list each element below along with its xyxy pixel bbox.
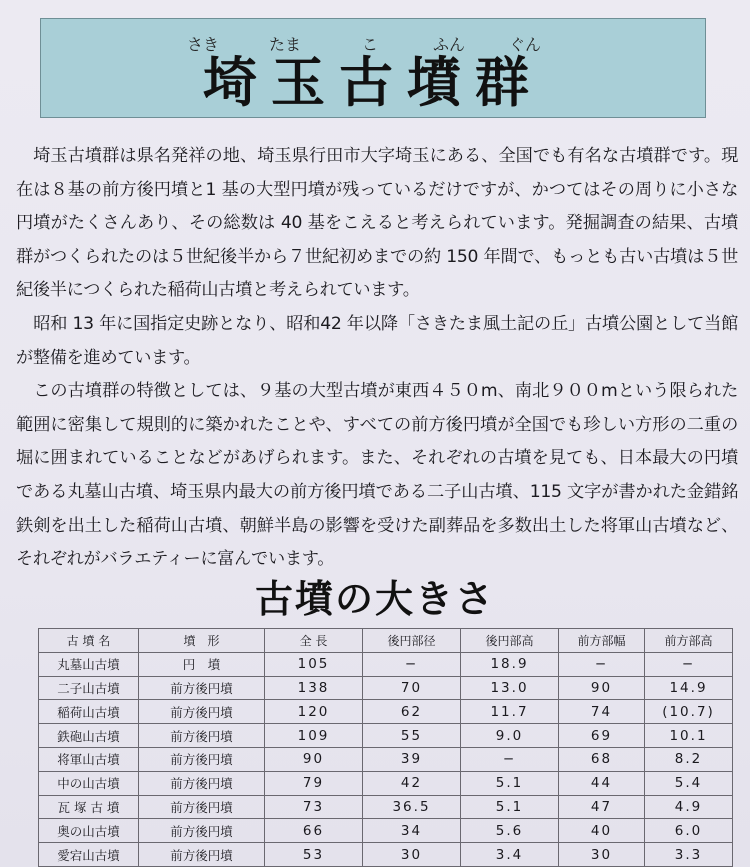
table-row: [39, 676, 733, 700]
table-cell: 69: [559, 724, 645, 748]
table-cell: 稲荷山古墳: [39, 700, 139, 724]
table-row: [39, 819, 733, 843]
table-cell: 6.0: [645, 819, 733, 843]
table-cell: 5.6: [461, 819, 559, 843]
paragraph-1: 埼玉古墳群は県名発祥の地、埼玉県行田市大字埼玉にある、全国でも有名な古墳群です。現在は８基の前方後円墳と1 基の大型円墳が残っているだけですが、かつてはその周りに小さな円墳がたくさんあり、その総数は 40 基をこえると考えられています。発掘調査の結果、古墳群がつくられたのは５世紀後半から７世紀初めまでの約 150 年間で、もっとも古い古墳は５世紀後半につくられた稲荷山古墳と考えられています。: [16, 146, 738, 301]
header-length: 全 長: [265, 629, 363, 653]
table-cell: 前方後円墳: [139, 843, 265, 867]
table-cell: 8.2: [645, 747, 733, 771]
table-cell: 丸墓山古墳: [39, 652, 139, 676]
table-cell: 将軍山古墳: [39, 747, 139, 771]
table-cell: 62: [363, 700, 461, 724]
table-cell: 30: [363, 843, 461, 867]
table-cell: 14.9: [645, 676, 733, 700]
table-cell: −: [559, 652, 645, 676]
table-row: [39, 724, 733, 748]
table-cell: 5.4: [645, 771, 733, 795]
table-cell: 44: [559, 771, 645, 795]
description-text: [16, 140, 738, 577]
table-cell: 36.5: [363, 795, 461, 819]
table-row: [39, 771, 733, 795]
table-cell: 90: [559, 676, 645, 700]
table-row: [39, 843, 733, 867]
table-row: [39, 652, 733, 676]
table-cell: 瓦 塚 古 墳: [39, 795, 139, 819]
table-cell: 10.1: [645, 724, 733, 748]
table-cell: −: [461, 747, 559, 771]
table-cell: 105: [265, 652, 363, 676]
table-cell: 55: [363, 724, 461, 748]
table-cell: 前方後円墳: [139, 724, 265, 748]
table-cell: 42: [363, 771, 461, 795]
header-front-width: 前方部幅: [559, 629, 645, 653]
table-title: 古墳の大きさ: [254, 577, 495, 621]
ruby-tama: たま: [269, 35, 302, 54]
table-cell: 中の山古墳: [39, 771, 139, 795]
table-cell: 奥の山古墳: [39, 819, 139, 843]
table-cell: 5.1: [461, 771, 559, 795]
header-round-diameter: 後円部径: [363, 629, 461, 653]
ruby-ko: こ: [362, 35, 379, 54]
table-cell: 47: [559, 795, 645, 819]
header-name: 古 墳 名: [39, 629, 139, 653]
ruby-gun: ぐん: [509, 35, 542, 54]
table-cell: 9.0: [461, 724, 559, 748]
table-cell: 二子山古墳: [39, 676, 139, 700]
table-cell: 13.0: [461, 676, 559, 700]
table-cell: 3.4: [461, 843, 559, 867]
table-cell: 11.7: [461, 700, 559, 724]
table-row: [39, 747, 733, 771]
table-cell: 66: [265, 819, 363, 843]
ruby-saki: さき: [187, 35, 220, 54]
table-cell: 90: [265, 747, 363, 771]
table-cell: 53: [265, 843, 363, 867]
table-cell: −: [645, 652, 733, 676]
table-cell: 18.9: [461, 652, 559, 676]
table-cell: 79: [265, 771, 363, 795]
paragraph-3: この古墳群の特徴としては、９基の大型古墳が東西４５０m、南北９００mという限られた範囲に密集して規則的に築かれたことや、すべての前方後円墳が全国でも珍しい方形の二重の堀に囲まれていることなどがあげられます。また、それぞれの古墳を見ても、日本最大の円墳である丸墓山古墳、埼玉県内最大の前方後円墳である二子山古墳、115 文字が書かれた金錯銘鉄剣を出土した稲荷山古墳、朝鮮半島の影響を受けた副葬品を多数出土した将軍山古墳など、それぞれがバラエティーに富んでいます。: [16, 381, 738, 570]
table-cell: 34: [363, 819, 461, 843]
table-cell: 120: [265, 700, 363, 724]
table-cell: 40: [559, 819, 645, 843]
table-cell: 前方後円墳: [139, 771, 265, 795]
page-title: 埼玉古墳群: [203, 50, 543, 114]
table-cell: 70: [363, 676, 461, 700]
table-cell: 4.9: [645, 795, 733, 819]
table-header-row: [39, 629, 733, 653]
table-cell: 68: [559, 747, 645, 771]
table-cell: 円 墳: [139, 652, 265, 676]
table-cell: 138: [265, 676, 363, 700]
table-cell: 74: [559, 700, 645, 724]
title-panel: [40, 18, 706, 118]
table-cell: 5.1: [461, 795, 559, 819]
table-cell: 30: [559, 843, 645, 867]
table-cell: (10.7): [645, 700, 733, 724]
header-shape: 墳 形: [139, 629, 265, 653]
table-cell: 前方後円墳: [139, 700, 265, 724]
header-front-height: 前方部高: [645, 629, 733, 653]
table-row: [39, 700, 733, 724]
table-cell: 73: [265, 795, 363, 819]
table-cell: 前方後円墳: [139, 676, 265, 700]
table-row: [39, 795, 733, 819]
header-round-height: 後円部高: [461, 629, 559, 653]
paragraph-2: 昭和 13 年に国指定史跡となり、昭和42 年以降「さきたま風土記の丘」古墳公園として当館が整備を進めています。: [16, 313, 738, 368]
table-cell: 前方後円墳: [139, 819, 265, 843]
table-cell: 109: [265, 724, 363, 748]
table-cell: 前方後円墳: [139, 747, 265, 771]
ruby-fun: ふん: [433, 35, 466, 54]
table-cell: −: [363, 652, 461, 676]
table-cell: 鉄砲山古墳: [39, 724, 139, 748]
tumulus-size-table: [38, 628, 733, 867]
table-cell: 3.3: [645, 843, 733, 867]
table-cell: 愛宕山古墳: [39, 843, 139, 867]
table-cell: 前方後円墳: [139, 795, 265, 819]
table-cell: 39: [363, 747, 461, 771]
